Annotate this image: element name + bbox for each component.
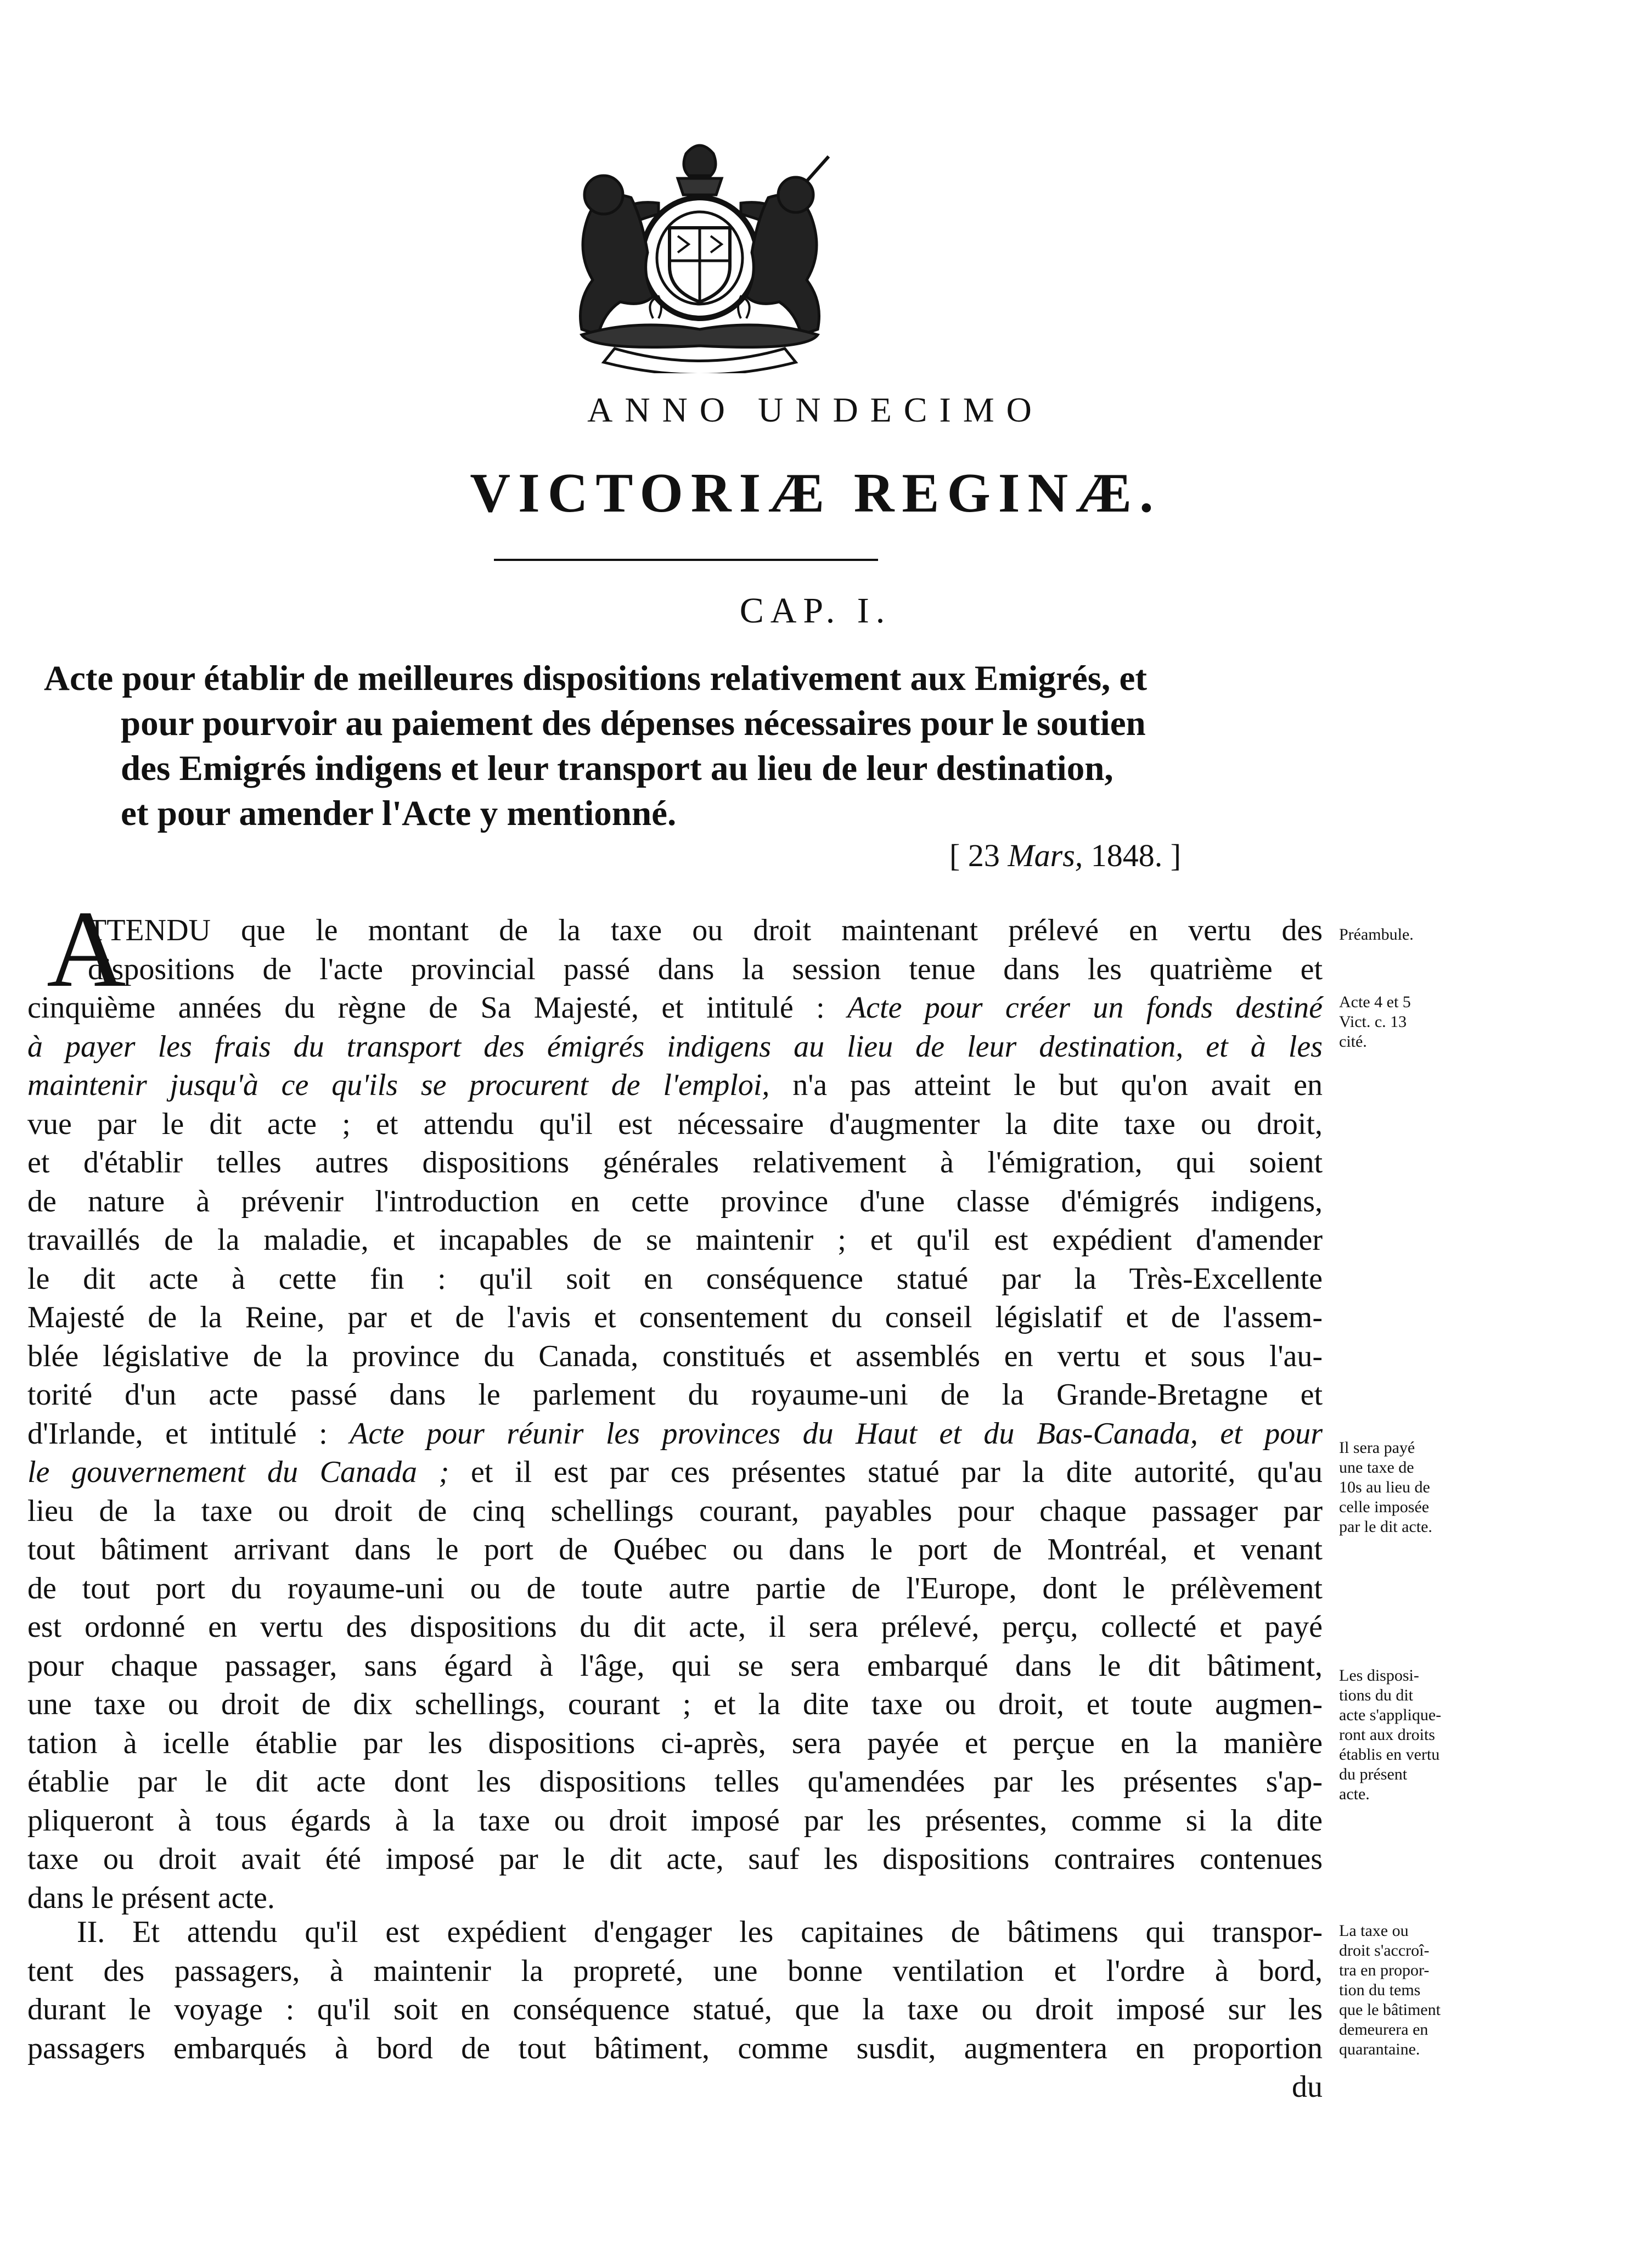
preamble-paragraph (27, 911, 1323, 1917)
act-title-line: et pour amender l'Acte y mentionné. (121, 794, 677, 833)
margin-note-line: acte. (1339, 1785, 1370, 1803)
assent-date-open: [ 23 (949, 838, 1008, 873)
margin-note-quarantine (1339, 1921, 1482, 2059)
act-title (44, 656, 1350, 836)
margin-note-preamble (1339, 925, 1482, 945)
chapter-number: CAP. I. (739, 591, 892, 631)
regnal-year-heading: ANNO UNDECIMO (587, 390, 1044, 429)
text-segment: d'Irlande, et intitulé : (27, 1416, 328, 1451)
italic-text-segment: Acte pour créer un fonds destiné (847, 991, 1323, 1025)
text-segment: cinquième années du règne de Sa Majesté, et intitulé : (27, 991, 825, 1025)
margin-note-line: acte s'applique- (1339, 1706, 1442, 1724)
text-line (27, 1414, 1323, 1453)
text-line: tent des passagers, à maintenir la propreté, une bonne ventilation et l'ordre à bord, (27, 1953, 1323, 1988)
margin-note-line: demeurera en (1339, 2020, 1428, 2039)
heading-divider (494, 559, 878, 561)
section-2-paragraph (27, 1913, 1323, 2107)
text-line: à payer les frais du transport des émigrés indigens au lieu de leur destination, et à les (27, 1029, 1323, 1064)
margin-note-act-cited (1339, 992, 1482, 1052)
text-line (27, 1453, 1323, 1492)
margin-note-line: une taxe de (1339, 1458, 1414, 1477)
text-line: pliqueront à tous égards à la taxe ou droit imposé par les présentes, comme si la dite (27, 1803, 1323, 1838)
text-line: TTENDU que le montant de la taxe ou droit maintenant prélevé en vertu des (88, 913, 1323, 947)
act-title-line: pour pourvoir au paiement des dépenses nécessaires pour le soutien (121, 704, 1146, 743)
assent-date-month: Mars, (1008, 838, 1083, 873)
margin-note-line: Préambule. (1339, 925, 1414, 944)
text-line: travaillés de la maladie, et incapables de se maintenir ; et qu'il est expédient d'amender (27, 1223, 1323, 1257)
text-line: dans le présent acte. (27, 1880, 275, 1915)
act-title-line: des Emigrés indigens et leur transport au lieu de leur destination, (121, 749, 1113, 788)
margin-note-line: Vict. c. 13 (1339, 1013, 1407, 1031)
drop-cap-letter: A (47, 889, 126, 1010)
text-segment: et il est par ces présentes statué par la dite autorité, qu'au (471, 1455, 1323, 1489)
margin-note-line: établis en vertu (1339, 1745, 1440, 1764)
text-line: Majesté de la Reine, par et de l'avis et consentement du conseil législatif et de l'assem- (27, 1300, 1323, 1334)
text-line: une taxe ou droit de dix schellings, courant ; et la dite taxe ou droit, et toute augmen- (27, 1687, 1323, 1721)
margin-note-line: par le dit acte. (1339, 1518, 1432, 1536)
margin-note-line: quarantaine. (1339, 2040, 1420, 2058)
margin-note-line: 10s au lieu de (1339, 1478, 1430, 1496)
italic-text-segment: Acte pour réunir les provinces du Haut et du Bas-Canada, et pour (350, 1416, 1323, 1451)
royal-coat-of-arms-emblem (521, 137, 878, 373)
text-line: dispositions de l'acte provincial passé dans la session tenue dans les quatrième et (88, 952, 1323, 986)
margin-note-line: Il sera payé (1339, 1439, 1415, 1457)
margin-note-line: du présent (1339, 1765, 1408, 1783)
text-segment: n'a pas atteint le but qu'on avait en (792, 1068, 1323, 1102)
text-line: le dit acte à cette fin : qu'il soit en conséquence statué par la Très-Excellente (27, 1261, 1323, 1296)
margin-note-tax (1339, 1438, 1482, 1537)
text-line: II. Et attendu qu'il est expédient d'engager les capitaines de bâtimens qui transpor- (77, 1915, 1323, 1949)
margin-note-line: Les disposi- (1339, 1666, 1419, 1685)
reign-heading: VICTORIÆ REGINÆ. (470, 462, 1161, 524)
text-line: tout bâtiment arrivant dans le port de Québec ou dans le port de Montréal, et venant (27, 1532, 1323, 1567)
margin-note-line: droit s'accroî- (1339, 1941, 1430, 1960)
margin-note-line: tions du dit (1339, 1686, 1414, 1704)
italic-text-segment: maintenir jusqu'à ce qu'ils se procurent de l'emploi, (27, 1068, 770, 1102)
margin-note-line: ront aux droits (1339, 1726, 1435, 1744)
text-line: blée législative de la province du Canada, constitués et assemblés en vertu et sous l'au- (27, 1339, 1323, 1373)
text-line: taxe ou droit avait été imposé par le dit acte, sauf les dispositions contraires contenues (27, 1842, 1323, 1876)
margin-note-line: celle imposée (1339, 1498, 1430, 1516)
margin-note-line: Acte 4 et 5 (1339, 993, 1411, 1011)
margin-note-line: que le bâtiment (1339, 2001, 1441, 2019)
text-line: établie par le dit acte dont les dispositions telles qu'amendées par les présentes s'ap- (27, 1765, 1323, 1799)
margin-note-line: tra en propor- (1339, 1961, 1430, 1979)
text-line: tation à icelle établie par les dispositions ci-après, sera payée et perçue en la manière (27, 1726, 1323, 1760)
text-line: vue par le dit acte ; et attendu qu'il est nécessaire d'augmenter la dite taxe ou droit, (27, 1107, 1323, 1141)
catchword: du (1292, 2070, 1323, 2104)
text-line: lieu de la taxe ou droit de cinq schellings courant, payables pour chaque passager par (27, 1494, 1323, 1528)
assent-date-rest: 1848. ] (1083, 838, 1182, 873)
text-line: pour chaque passager, sans égard à l'âge, qui se sera embarqué dans le dit bâtiment, (27, 1648, 1323, 1683)
text-line: et d'établir telles autres dispositions générales relativement à l'émigration, qui soient (27, 1146, 1323, 1180)
assent-date (949, 837, 1181, 874)
text-line: de nature à prévenir l'introduction en cette province d'une classe d'émigrés indigens, (27, 1184, 1323, 1219)
margin-note-line: tion du tems (1339, 1981, 1421, 1999)
text-line: torité d'un acte passé dans le parlement du royaume-uni de la Grande-Bretagne et (27, 1378, 1323, 1412)
act-title-line: Acte pour établir de meilleures dispositions relativement aux Emigrés, et (44, 659, 1147, 698)
margin-note-provisions (1339, 1666, 1482, 1804)
italic-text-segment: le gouvernement du Canada ; (27, 1455, 449, 1489)
margin-note-line: cité. (1339, 1032, 1367, 1051)
margin-note-line: La taxe ou (1339, 1922, 1409, 1940)
text-line: est ordonné en vertu des dispositions du dit acte, il sera prélevé, perçu, collecté et payé (27, 1610, 1323, 1644)
text-line: passagers embarqués à bord de tout bâtiment, comme susdit, augmentera en proportion (27, 2031, 1323, 2065)
text-line: de tout port du royaume-uni ou de toute autre partie de l'Europe, dont le prélèvement (27, 1571, 1323, 1605)
text-line (27, 989, 1323, 1028)
text-line (27, 1066, 1323, 1105)
text-line: durant le voyage : qu'il soit en conséquence statué, que la taxe ou droit imposé sur les (27, 1992, 1323, 2026)
